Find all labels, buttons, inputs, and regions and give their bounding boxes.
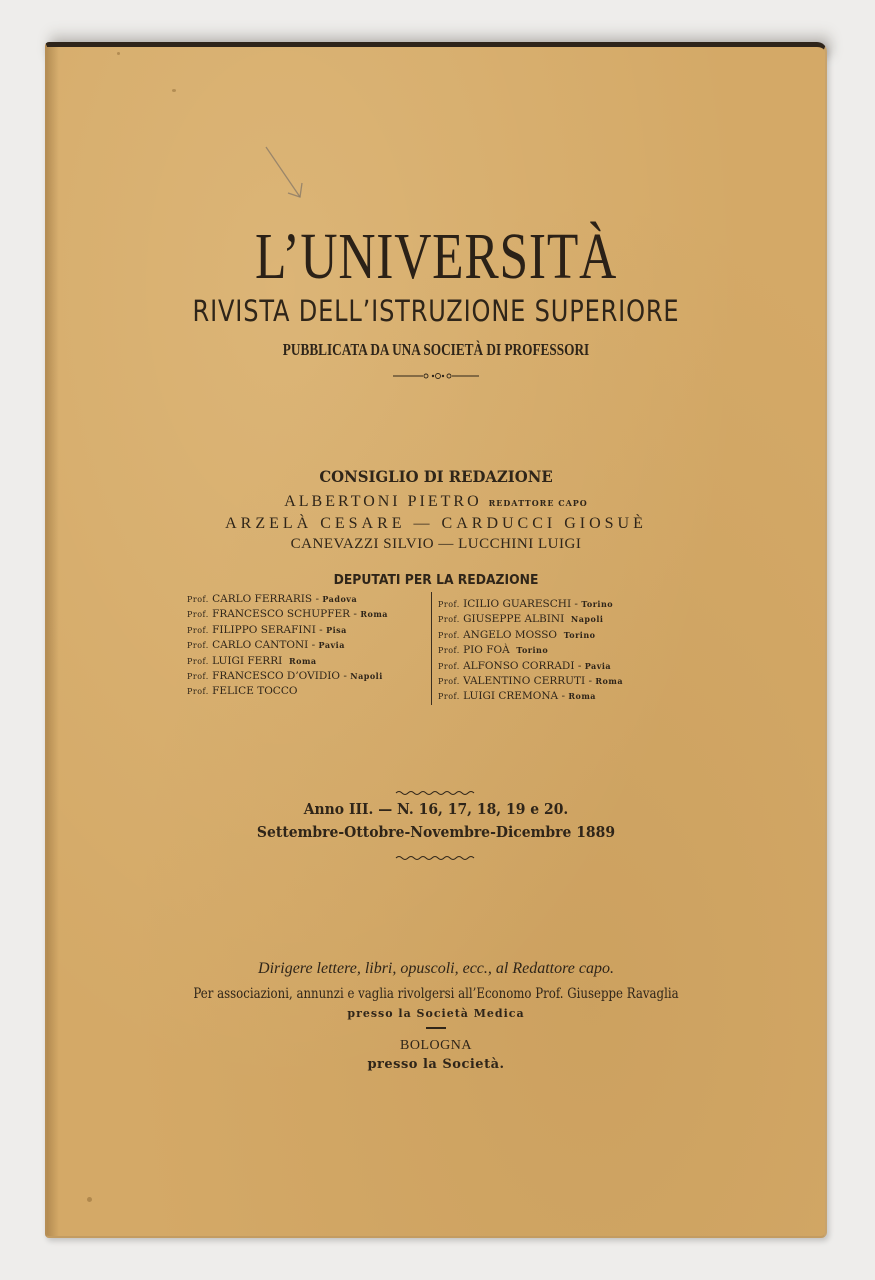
chief-editor-name: ALBERTONI PIETRO (284, 493, 482, 510)
deputy-entry: Prof. GIUSEPPE ALBINI Napoli (438, 613, 604, 626)
board-members-line: ARZELÀ CESARE — CARDUCCI GIOSUÈ (225, 515, 647, 532)
imprint-publisher: presso la Società. (367, 1057, 505, 1072)
deputy-entry: Prof. FELICE TOCCO (187, 685, 298, 698)
deputy-entry: Prof. CARLO FERRARIS - Padova (187, 593, 358, 605)
deputy-entry: Prof. ICILIO GUARESCHI - Torino (438, 598, 614, 610)
letters-instruction: Dirigere lettere, libri, opuscoli, ecc., al Redattore capo. (258, 960, 614, 977)
short-rule-divider (47, 1027, 825, 1029)
deputy-entry: Prof. FILIPPO SERAFINI - Pisa (187, 623, 347, 636)
subscriptions-instruction: Per associazioni, annunzi e vaglia rivolgersi all’Economo Prof. Giuseppe Ravaglia (193, 986, 679, 1002)
issue-months-line: Settembre-Ottobre-Novembre-Dicembre 1889 (256, 823, 616, 841)
journal-subtitle: RIVISTA DELL’ISTRUZIONE SUPERIORE (192, 294, 680, 328)
ornament-divider (47, 369, 825, 383)
stain-mark (87, 1197, 92, 1202)
deputies-column-left (187, 592, 432, 705)
deputy-entry: Prof. ANGELO MOSSO Torino (438, 628, 596, 641)
publisher-line: PUBBLICATA DA UNA SOCIETÀ DI PROFESSORI (282, 340, 590, 359)
chief-editor-line (47, 491, 825, 514)
wavy-rule-bottom (47, 854, 825, 862)
journal-title: L’UNIVERSITÀ (254, 220, 618, 293)
pencil-arrow-icon (262, 145, 312, 205)
subscriptions-location: presso la Società Medica (347, 1007, 525, 1020)
deputy-entry: Prof. VALENTINO CERRUTI - Roma (438, 675, 624, 688)
deputy-entry: Prof. ALFONSO CORRADI - Pavia (438, 659, 612, 672)
stain-mark (117, 52, 120, 55)
journal-cover (45, 42, 827, 1238)
deputy-entry: Prof. CARLO CANTONI - Pavia (187, 639, 345, 652)
board-members-line: CANEVAZZI SILVIO — LUCCHINI LUIGI (290, 536, 582, 552)
stain-mark (172, 89, 176, 92)
editorial-board-heading: CONSIGLIO DI REDAZIONE (319, 467, 553, 486)
deputy-entry: Prof. LUIGI FERRI Roma (187, 654, 317, 667)
deputy-entry: Prof. FRANCESCO D’OVIDIO - Napoli (187, 670, 383, 683)
deputies-heading: DEPUTATI PER LA REDAZIONE (333, 573, 539, 588)
deputies-column-right (432, 592, 623, 705)
deputy-entry: Prof. LUIGI CREMONA - Roma (438, 690, 596, 703)
deputy-entry: Prof. FRANCESCO SCHUPFER - Roma (187, 608, 388, 621)
issue-volume-line: Anno III. — N. 16, 17, 18, 19 e 20. (303, 800, 569, 818)
chief-editor-role: REDATTORE CAPO (488, 498, 588, 508)
deputies-list (187, 592, 707, 705)
imprint-city: BOLOGNA (400, 1038, 472, 1053)
wavy-rule-top (47, 789, 825, 797)
deputy-entry: Prof. PIO FOÀ Torino (438, 644, 549, 657)
